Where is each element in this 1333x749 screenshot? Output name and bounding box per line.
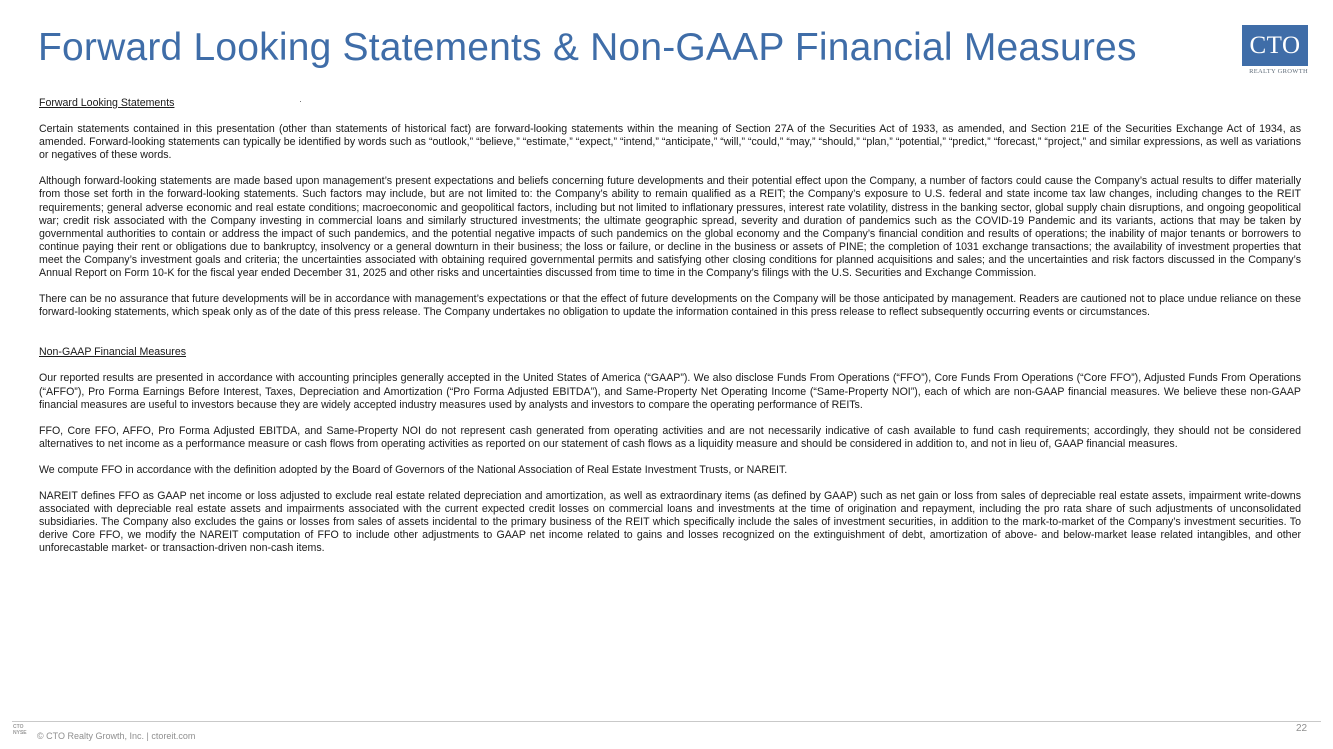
forward-looking-paragraph: Certain statements contained in this presentation (other than statements of historical fact) are forward-looking statements within the meaning of Section 27A of the Securities Act of 1933, as amended, and Section 21E of the Securities Exchange Act of 1934, as amended. Forward-looking statements can typically be identified by words such as “outlook,” “believe,” “estimate,” “expect,” “intend,” “anticipate,” “will,” “could,” “may,” “should,” “plan,” “potential,” “predict,” “forecast,” “project,” and similar expressions, as well as variations or negatives of these words.	[39, 123, 1301, 162]
company-logo	[1242, 25, 1308, 85]
non-gaap-heading: Non-GAAP Financial Measures	[39, 346, 187, 359]
non-gaap-paragraph: Our reported results are presented in accordance with accounting principles generally accepted in the United States of America (“GAAP”). We also disclose Funds From Operations (“FFO”), Core Funds From Operations (“Core FFO”), Adjusted Funds From Operations (“AFFO”), Pro Forma Earnings Before Interest, Taxes, Depreciation and Amortization (“Pro Forma Adjusted EBITDA”), and Same-Property Net Operating Income (“Same-Property NOI”), each of which are non-GAAP financial measures. We believe these non-GAAP financial measures are useful to investors because they are widely accepted industry measures used by analysts and investors to compare the operating performance of REITs.	[39, 372, 1301, 411]
page-title: Forward Looking Statements & Non-GAAP Financial Measures	[38, 26, 1137, 69]
non-gaap-paragraph: We compute FFO in accordance with the definition adopted by the Board of Governors of the National Association of Real Estate Investment Trusts, or NAREIT.	[39, 463, 788, 476]
footer-divider	[12, 721, 1321, 722]
disclaimer-body	[39, 97, 1301, 555]
logo-tagline: REALTY GROWTH	[1249, 68, 1308, 75]
logo-wordmark: CTO	[1242, 25, 1308, 66]
footer-copyright: © CTO Realty Growth, Inc. | ctoreit.com	[37, 731, 196, 741]
forward-looking-heading: Forward Looking Statements	[39, 97, 175, 109]
forward-looking-paragraph: Although forward-looking statements are made based upon management’s present expectations and beliefs concerning future developments and their potential effect upon the Company, a number of factors could cause the Company’s actual results to differ materially from those set forth in the forward-looking statements. Such factors may include, but are not limited to: the Company’s ability to remain qualified as a REIT; the Company’s exposure to U.S. federal and state income tax law changes, including changes to the REIT requirements; general adverse economic and real estate conditions; macroeconomic and geopolitical factors, including but not limited to inflationary pressures, interest rate volatility, distress in the banking sector, global supply chain disruptions, and ongoing geopolitical war; credit risk associated with the Company investing in commercial loans and similarly structured investments; the ultimate geographic spread, severity and duration of pandemics such as the COVID-19 Pandemic and its variants, actions that may be taken by governmental authorities to contain or address the impact of such pandemics, and the potential negative impacts of such pandemics on the global economy and the Company’s financial condition and results of operations; the inability of major tenants or borrowers to continue paying their rent or obligations due to bankruptcy, insolvency or a general downturn in their business; the loss or failure, or decline in the business or assets of PINE; the completion of 1031 exchange transactions; the availability of investment properties that meet the Company’s investment goals and criteria; the uncertainties associated with obtaining required governmental permits and satisfying other closing conditions for planned acquisitions and sales; and the uncertainties and risk factors discussed in the Company’s Annual Report on Form 10-K for the fiscal year ended December 31, 2025 and other risks and uncertainties discussed from time to time in the Company’s filings with the U.S. Securities and Exchange Commission.	[39, 175, 1301, 280]
page-number: 22	[1296, 723, 1308, 734]
footer-exchange-mark: CTO NYSE	[13, 724, 27, 736]
non-gaap-paragraph: FFO, Core FFO, AFFO, Pro Forma Adjusted EBITDA, and Same-Property NOI do not represent cash generated from operating activities and are not necessarily indicative of cash available to fund cash requirements; accordingly, they should not be considered alternatives to net income as a performance measure or cash flows from operating activities as reported on our statement of cash flows as a liquidity measure and should be considered in addition to, and not in lieu of, GAAP financial measures.	[39, 424, 1301, 450]
non-gaap-paragraph: NAREIT defines FFO as GAAP net income or loss adjusted to exclude real estate related depreciation and amortization, as well as extraordinary items (as defined by GAAP) such as net gain or loss from sales of depreciable real estate assets, impairment write-downs associated with depreciable real estate assets and impairments associated with the current expected credit losses on commercial loans and investments at the time of origination and repayment, including the pro rata share of such adjustments of unconsolidated subsidiaries. The Company also excludes the gains or losses from sales of assets incidental to the primary business of the REIT which specifically include the sales of investment securities, in addition to the mark-to-market of the Company’s investment securities. To derive Core FFO, we modify the NAREIT computation of FFO to include other adjustments to GAAP net income related to gains and losses recognized on the extinguishment of debt, amortization of above- and below-market lease related intangibles, and other unforecastable market- or transaction-driven non-cash items.	[39, 489, 1301, 555]
forward-looking-paragraph: There can be no assurance that future developments will be in accordance with management’s expectations or that the effect of future developments on the Company will be those anticipated by management. Readers are cautioned not to place undue reliance on these forward-looking statements, which speak only as of the date of this press release. The Company undertakes no obligation to update the information contained in this press release to reflect subsequently occurring events or circumstances.	[39, 293, 1301, 319]
